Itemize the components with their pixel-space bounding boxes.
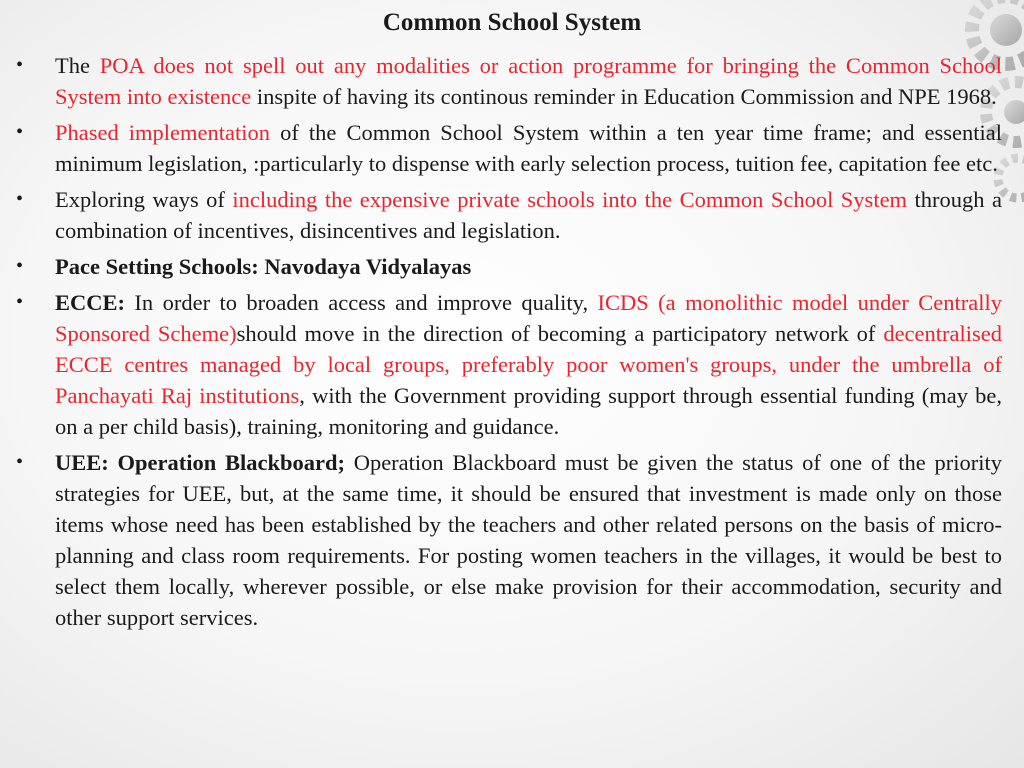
bullet-item-ecce <box>16 287 1002 442</box>
slide-title: Common School System <box>382 9 642 36</box>
bullet-item-private-schools <box>16 184 1002 246</box>
bullet-icon: • <box>16 188 24 210</box>
text-run: Operation Blackboard must be given the status of one of the priority strategies for UEE, but, at the same time, it should be ensured that investment is made only on those items whose need has been established by the teachers and other related persons on the basis of micro-planning and class room requirements. For posting women teachers in the villages, it would be best to select them locally, wherever possible, or else make provision for their accommodation, security and other support services. <box>55 450 1002 630</box>
bullet-icon: • <box>16 291 24 313</box>
bold-heading: UEE: Operation Blackboard; <box>55 450 345 475</box>
bullet-list <box>16 50 1002 638</box>
bullet-item-phased-implementation <box>16 117 1002 179</box>
bullet-icon: • <box>16 255 24 277</box>
bold-heading: Pace Setting Schools: Navodaya Vidyalayas <box>55 254 472 279</box>
highlight-text: including the expensive private schools into the Common School System <box>232 187 908 212</box>
text-run: Exploring ways of <box>55 187 233 212</box>
text-run: inspite of having its continous reminder in Education Commission and NPE 1968. <box>251 84 997 109</box>
text-run: through a combination of incentives, disincentives and legislation. <box>55 187 1002 243</box>
bullet-icon: • <box>16 451 24 473</box>
highlight-text: Phased implementation <box>55 120 271 145</box>
bold-heading: ECCE: <box>55 290 126 315</box>
highlight-text: POA does not spell out any modalities or action programme for bringing the Common School System into existence <box>55 53 1003 109</box>
text-run: , with the Government providing support through essential funding (may be, on a per child basis), training, monitoring and guidance. <box>55 383 1002 439</box>
bullet-icon: • <box>16 54 24 76</box>
text-run: should move in the direction of becoming a participatory network of <box>236 321 884 346</box>
bullet-item-poa <box>16 50 1002 112</box>
text-run: of the Common School System within a ten year time frame; and essential minimum legislation, :particularly to dispense with early selection process, tuition fee, capitation fee etc. <box>55 120 1002 176</box>
text-run: In order to broaden access and improve quality, <box>125 290 598 315</box>
highlight-text: decentralised ECCE centres managed by local groups, preferably poor women's groups, under the umbrella of Panchayati Raj institutions <box>55 321 1002 408</box>
bullet-item-uee <box>16 447 1002 633</box>
text-run: The <box>55 53 100 78</box>
bullet-icon: • <box>16 121 24 143</box>
highlight-text: ICDS (a monolithic model under Centrally Sponsored Scheme) <box>55 290 1002 346</box>
bullet-item-pace-setting <box>16 251 1002 282</box>
